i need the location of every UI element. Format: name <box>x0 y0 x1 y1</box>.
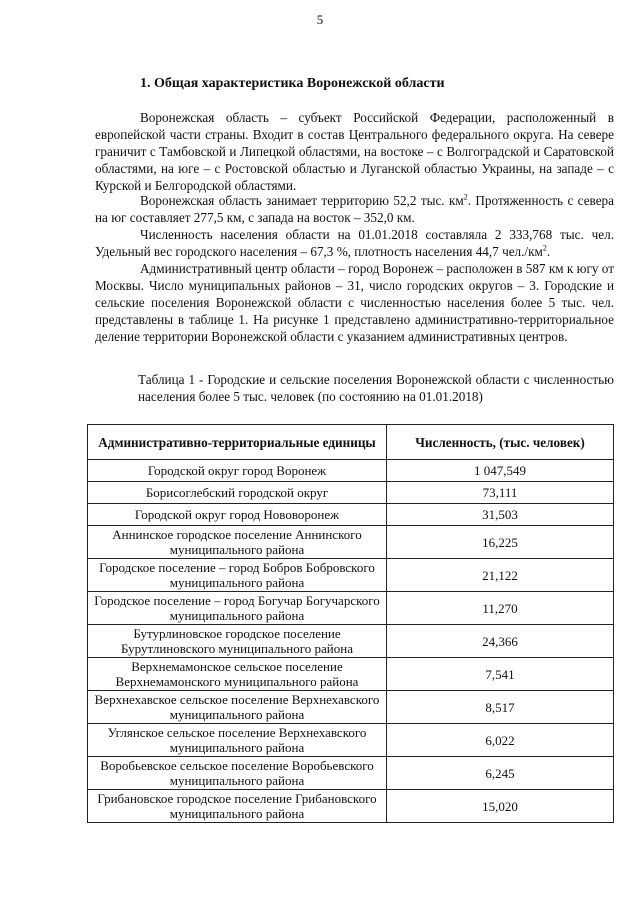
table-row <box>88 691 614 724</box>
settlement-name: Грибановское городское поселение Грибановского муниципального района <box>88 790 387 823</box>
table-row <box>88 460 614 482</box>
table-row <box>88 757 614 790</box>
settlement-name: Аннинское городское поселение Аннинского муниципального района <box>88 526 387 559</box>
settlement-name: Городской округ город Нововоронеж <box>88 504 387 526</box>
settlement-population: 21,122 <box>387 559 614 592</box>
table-row <box>88 482 614 504</box>
settlements-table <box>87 424 614 823</box>
page-number: 5 <box>316 12 324 27</box>
settlement-population: 6,245 <box>387 757 614 790</box>
settlement-name: Городской округ город Воронеж <box>88 460 387 482</box>
table-caption: Таблица 1 - Городские и сельские поселения Воронежской области с численностью населения более 5 тыс. человек (по состоянию на 01.01.2018) <box>138 372 614 404</box>
table-row <box>88 658 614 691</box>
paragraph-admin-center: Административный центр области – город Воронеж – расположен в 587 км к югу от Москвы. Число муниципальных районов – 31, число городских округов – 3. Городские и сельские поселения Воронежской области с численностью населения более 5 тыс. чел. представлены в таблице 1. На рисунке 1 представлено административно-территориальное деление территории Воронежской области с указанием административных центров. <box>95 261 614 344</box>
settlement-population: 24,366 <box>387 625 614 658</box>
settlement-population: 7,541 <box>387 658 614 691</box>
table-row <box>88 592 614 625</box>
paragraph-location: Воронежская область – субъект Российской Федерации, расположенный в европейской части страны. Входит в состав Центрального федерального округа. На севере граничит с Тамбовской и Липецкой областями, на востоке – с Волгоградской и Саратовской областями, на юге – с Ростовской областью и Луганской областью Украины, на западе – с Курской и Белгородской областями. <box>95 110 614 193</box>
table-row <box>88 625 614 658</box>
settlement-population: 15,020 <box>387 790 614 823</box>
table-header-row <box>88 425 614 460</box>
settlement-name: Городское поселение – город Бобров Бобровского муниципального района <box>88 559 387 592</box>
settlement-population: 31,503 <box>387 504 614 526</box>
settlement-name: Бутурлиновское городское поселение Бурутлиновского муниципального района <box>88 625 387 658</box>
area-superscript: 2 <box>463 192 468 202</box>
area-text-start: Воронежская область занимает территорию 52,2 тыс. км <box>140 193 464 208</box>
urban-text-end: . <box>546 244 551 259</box>
table-row <box>88 724 614 757</box>
urban-superscript: 2 <box>542 243 547 253</box>
settlement-population: 6,022 <box>387 724 614 757</box>
paragraph-population <box>95 226 614 260</box>
header-units: Административно-территориальные единицы <box>88 425 387 460</box>
settlement-name: Верхнехавское сельское поселение Верхнехавского муниципального района <box>88 691 387 724</box>
settlement-name: Городское поселение – город Богучар Богучарского муниципального района <box>88 592 387 625</box>
settlement-population: 1 047,549 <box>387 460 614 482</box>
area-text-end: . Протяженность с севера на юг составляет 277,5 км, с запада на восток – 352,0 км. <box>95 193 614 225</box>
table-row <box>88 504 614 526</box>
population-text: Численность населения области на 01.01.2018 составляла 2 333,768 тыс. чел. <box>140 227 614 242</box>
settlement-population: 8,517 <box>387 691 614 724</box>
settlement-name: Углянское сельское поселение Верхнехавского муниципального района <box>88 724 387 757</box>
header-population: Численность, (тыс. человек) <box>387 425 614 460</box>
settlement-population: 11,270 <box>387 592 614 625</box>
settlement-name: Борисоглебский городской округ <box>88 482 387 504</box>
settlement-population: 73,111 <box>387 482 614 504</box>
urban-text-start: Удельный вес городского населения – 67,3 %, плотность населения 44,7 чел./км <box>95 244 543 259</box>
settlement-population: 16,225 <box>387 526 614 559</box>
settlement-name: Воробьевское сельское поселение Воробьевского муниципального района <box>88 757 387 790</box>
settlement-name: Верхнемамонское сельское поселение Верхнемамонского муниципального района <box>88 658 387 691</box>
table-row <box>88 559 614 592</box>
table-row <box>88 790 614 823</box>
section-title: 1. Общая характеристика Воронежской области <box>140 76 445 91</box>
paragraph-area <box>95 192 614 226</box>
table-row <box>88 526 614 559</box>
